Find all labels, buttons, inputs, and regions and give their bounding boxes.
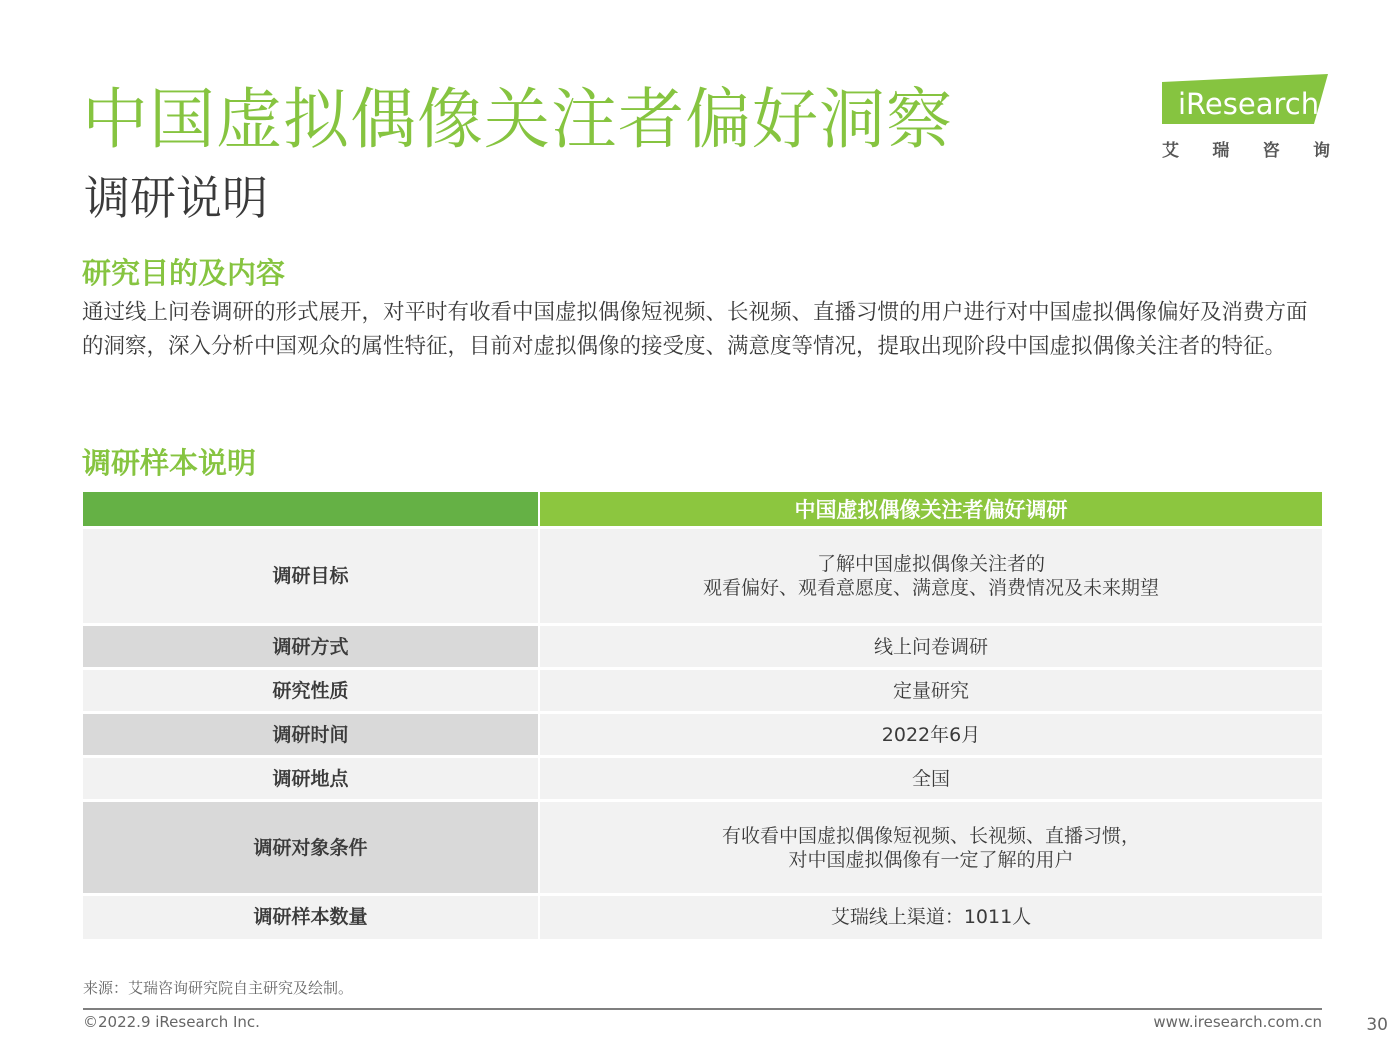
row-value-line: 对中国虚拟偶像有一定了解的用户 <box>788 848 1074 871</box>
page-subtitle: 调研说明 <box>84 171 268 225</box>
table-header-row <box>83 492 1322 528</box>
table-row <box>83 669 1322 713</box>
row-value <box>539 528 1322 625</box>
row-value-line: 有收看中国虚拟偶像短视频、长视频、直播习惯， <box>721 824 1140 847</box>
row-label: 调研地点 <box>83 757 539 801</box>
row-label: 调研目标 <box>83 528 539 625</box>
table-row <box>83 895 1322 939</box>
logo-char: 艾 <box>1162 141 1179 161</box>
logo-char: 瑞 <box>1212 141 1230 161</box>
website-link[interactable]: www.iresearch.com.cn <box>1153 1013 1322 1031</box>
row-value <box>539 801 1322 895</box>
page-number: 30 <box>1366 1015 1388 1035</box>
footer-divider <box>83 1008 1322 1010</box>
table-header-left <box>83 492 539 528</box>
table-row <box>83 528 1322 625</box>
row-label: 调研方式 <box>83 625 539 669</box>
copyright-text: ©2022.9 iResearch Inc. <box>83 1013 260 1031</box>
row-label: 研究性质 <box>83 669 539 713</box>
table-row <box>83 625 1322 669</box>
logo-brand-text: iResearch <box>1178 87 1320 121</box>
table-row <box>83 713 1322 757</box>
logo-chinese-name <box>1162 136 1330 161</box>
row-value: 定量研究 <box>539 669 1322 713</box>
row-value-line: 了解中国虚拟偶像关注者的 <box>816 553 1045 575</box>
source-note: 来源：艾瑞咨询研究院自主研究及绘制。 <box>83 979 354 997</box>
page-title: 中国虚拟偶像关注者偏好洞察 <box>82 81 953 158</box>
iresearch-logo <box>1158 72 1330 162</box>
logo-char: 询 <box>1312 141 1330 161</box>
table-row <box>83 757 1322 801</box>
logo-char: 咨 <box>1262 141 1280 161</box>
row-label: 调研时间 <box>83 713 539 757</box>
sample-description-heading: 调研样本说明 <box>82 446 257 480</box>
survey-info-table <box>83 492 1322 939</box>
row-value-line: 观看偏好、观看意愿度、满意度、消费情况及未来期望 <box>702 577 1159 599</box>
research-purpose-text: 通过线上问卷调研的形式展开，对平时有收看中国虚拟偶像短视频、长视频、直播习惯的用户进行对中国虚拟偶像偏好及消费方面的洞察，深入分析中国观众的属性特征，目前对虚拟偶像的接受度、满意度等情况，提取出现阶段中国虚拟偶像关注者的特征。 <box>82 300 1308 359</box>
table-header-right: 中国虚拟偶像关注者偏好调研 <box>539 492 1322 528</box>
row-label: 调研对象条件 <box>83 801 539 895</box>
row-value: 艾瑞线上渠道：1011人 <box>539 895 1322 939</box>
row-value: 全国 <box>539 757 1322 801</box>
row-label: 调研样本数量 <box>83 895 539 939</box>
table-row <box>83 801 1322 895</box>
row-value: 线上问卷调研 <box>539 625 1322 669</box>
row-value: 2022年6月 <box>539 713 1322 757</box>
research-purpose-heading: 研究目的及内容 <box>82 256 286 290</box>
